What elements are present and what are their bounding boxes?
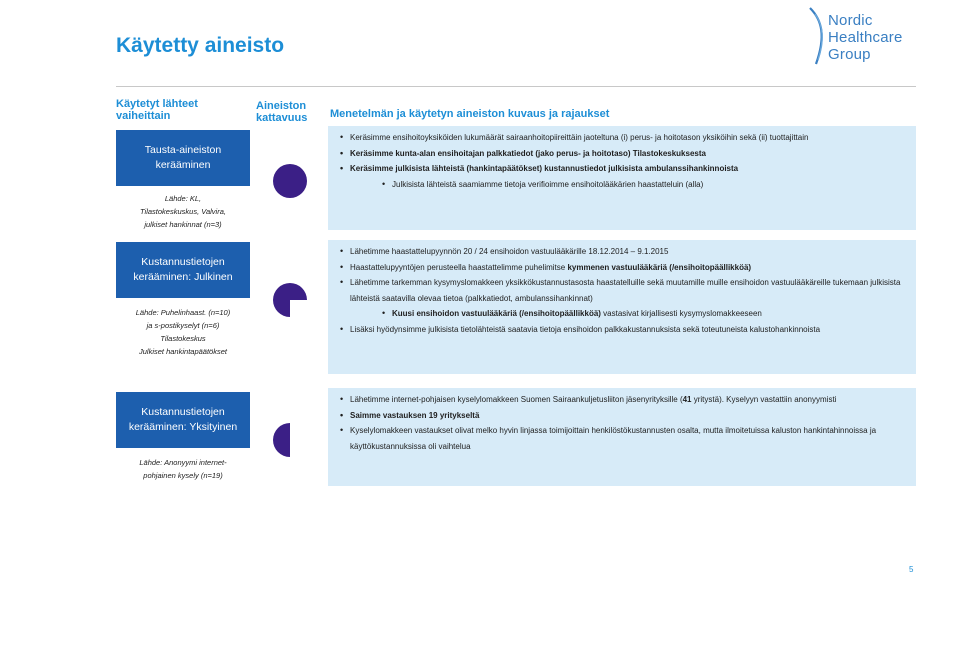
description-panel-private-cost-data xyxy=(328,388,916,486)
sub-bullet-item: • Julkisista lähteistä saamiamme tietoja verifioimme ensihoitolääkärien haastatteluin (alla) xyxy=(336,177,906,193)
bullet-item: • Kyselylomakkeen vastaukset olivat melko hyvin linjassa toimijoittain henkilöstökustannusten osalta, mutta ilmoitetuissa kaluston hankintahinnoissa ja käyttökustannuksissa oli vaihtelua xyxy=(336,423,906,454)
source-line: julkiset hankinnat (n=3) xyxy=(144,220,222,229)
coverage-pie-slice xyxy=(273,164,307,198)
bullet-item: • Lisäksi hyödynsimme julkisista tietolähteistä saatavia tietoja ensihoidon palkkakustannuksista sekä toteutuneista kalustohankinnoista xyxy=(336,322,906,338)
source-line: ja s-postikyselyt (n=6) xyxy=(146,321,220,330)
bullet-item: • Saimme vastauksen 19 yritykseltä xyxy=(336,408,906,424)
column-header-coverage: Aineiston kattavuus xyxy=(256,100,308,124)
source-line: Lähde: Anonyymi internet- xyxy=(139,458,227,467)
bullet-item: • Keräsimme kunta-alan ensihoitajan palkkatiedot (jako perus- ja hoitotaso) Tilastokeskuksesta xyxy=(336,146,906,162)
bullet-text-part: Lähetimme internet-pohjaisen kyselylomakkeen Suomen Sairaankuljetusliiton jäsenyrityksille ( xyxy=(350,395,683,404)
source-line: Julkiset hankintapäätökset xyxy=(139,347,227,356)
column-header-stages: Käytetyt lähteet vaiheittain xyxy=(116,98,198,122)
source-line: Lähde: Puhelinhaast. (n=10) xyxy=(135,308,231,317)
page-number: 5 xyxy=(909,565,914,574)
logo-line-2: Healthcare xyxy=(828,29,903,46)
header-divider xyxy=(116,86,916,87)
coverage-pie-slice xyxy=(273,283,307,317)
bullet-text-part: yritystä). Kyselyyn vastattiin anonyymisti xyxy=(691,395,837,404)
bullet-text-part: vastasivat kirjallisesti kysymyslomakkeeseen xyxy=(600,309,762,319)
source-line: Tilastokeskuskus, Valvira, xyxy=(140,207,226,216)
page-title: Käytetty aineisto xyxy=(116,34,285,57)
logo-line-1: Nordic xyxy=(828,12,873,29)
column-header-description: Menetelmän ja käytetyn aineiston kuvaus ja rajaukset xyxy=(330,108,610,120)
bullet-item: • Lähetimme tarkemman kysymyslomakkeen yksikkökustannustasosta haastatelluille sekä muutamille muille ensihoidon vastuulääkäreille tukemaan julkisista lähteistä saatavilla olevaa tietoa (palkkatiedot, ambulanssihankinnat) xyxy=(336,275,906,306)
bullet-item: • Keräsimme ensihoitoyksiköiden lukumäärät sairaanhoitopiireittäin jaoteltuna (i) perus- ja hoitotason yksiköihin sekä (ii) tuottajittain xyxy=(336,130,906,146)
stage-box-public-cost-data: Kustannustietojen kerääminen: Julkinen xyxy=(116,242,250,298)
coverage-pie-full-icon xyxy=(272,163,308,199)
source-line: pohjainen kysely (n=19) xyxy=(143,471,223,480)
source-background-data xyxy=(116,192,250,231)
source-line: Lähde: KL, xyxy=(164,194,202,203)
bullet-item xyxy=(336,260,906,276)
bullet-text-part: Haastattelupyyntöjen perusteella haastattelimme puhelimitse xyxy=(350,262,568,272)
bullet-item xyxy=(336,392,906,408)
description-panel-public-cost-data xyxy=(328,240,916,374)
company-logo xyxy=(804,6,934,70)
bullet-text-part: 41 xyxy=(682,395,692,404)
bullet-text-part: Kuusi ensihoidon vastuulääkäriä (/ensihoitopäällikköä) xyxy=(392,309,601,319)
bullet-text-part: kymmenen vastuulääkäriä (/ensihoitopäällikköä) xyxy=(567,262,752,272)
source-public-cost-data xyxy=(116,306,250,358)
coverage-pie-slice xyxy=(273,423,290,457)
bullet-item: • Lähetimme haastattelupyynnön 20 / 24 ensihoidon vastuulääkärille 18.12.2014 – 9.1.2015 xyxy=(336,244,906,260)
stage-box-private-cost-data: Kustannustietojen kerääminen: Yksityinen xyxy=(116,392,250,448)
source-private-cost-data xyxy=(116,456,250,482)
coverage-pie-half-icon xyxy=(272,422,308,458)
coverage-pie-three-quarter-icon xyxy=(272,282,308,318)
nhg-swoosh-icon xyxy=(804,6,830,68)
sub-bullet-item xyxy=(336,306,906,322)
bullet-item: • Keräsimme julkisista lähteistä (hankintapäätökset) kustannustiedot julkisista ambulanssihankinnoista xyxy=(336,161,906,177)
logo-line-3: Group xyxy=(828,46,871,63)
description-panel-background-data xyxy=(328,126,916,230)
source-line: Tilastokeskus xyxy=(160,334,206,343)
stage-box-background-data: Tausta-aineiston kerääminen xyxy=(116,130,250,186)
